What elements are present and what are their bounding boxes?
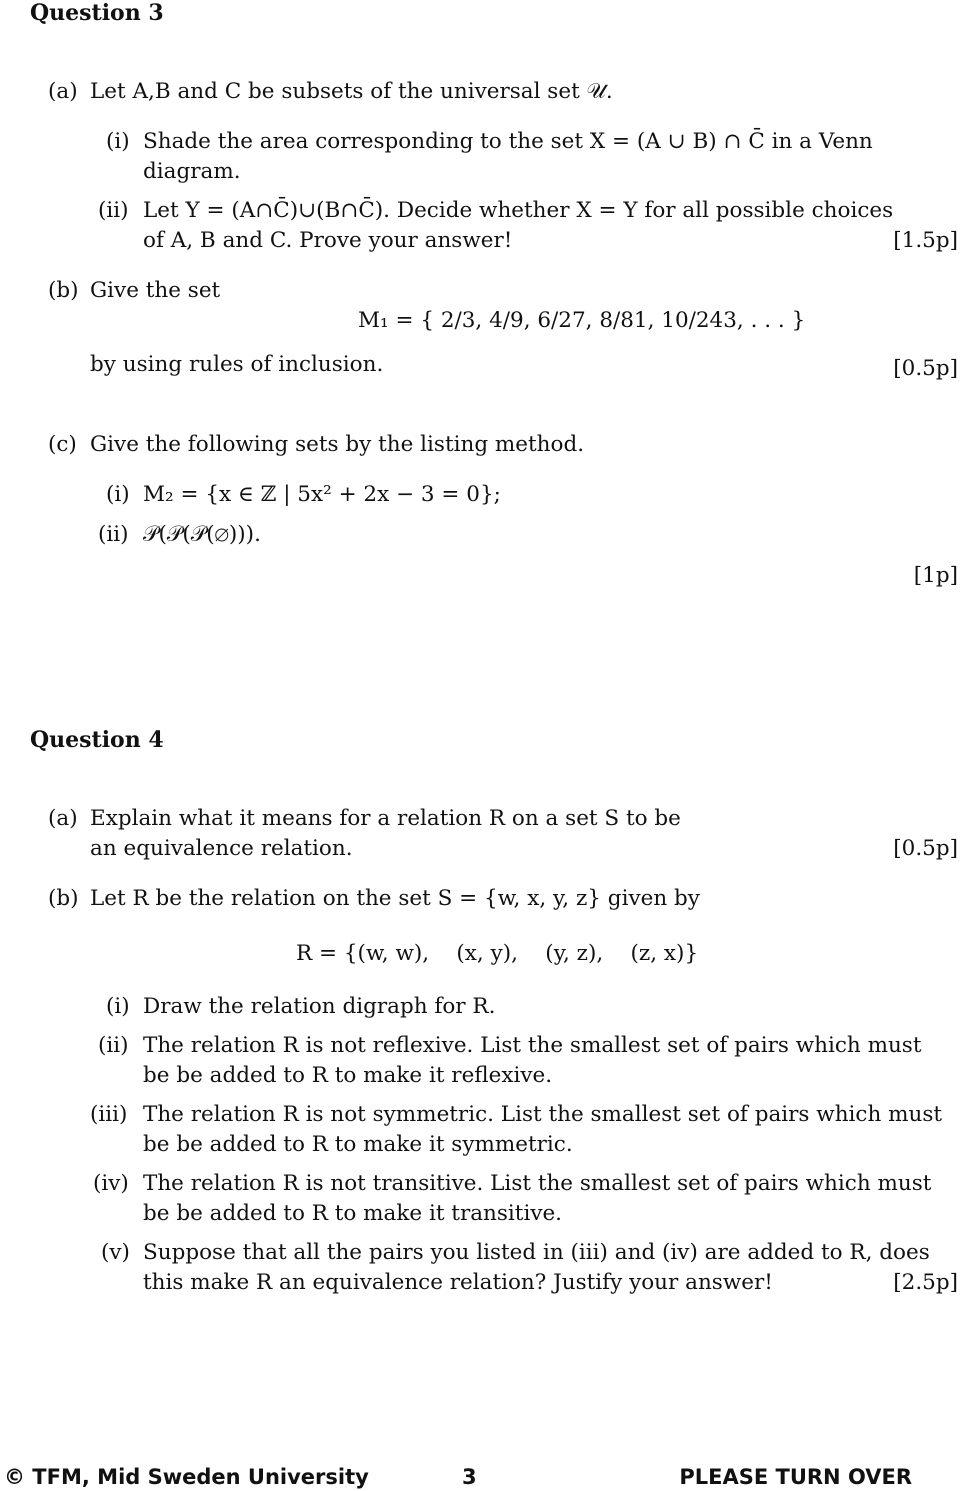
q3-a-i-line1: Shade the area corresponding to the set X = (A ∪ B) ∩ C̄ in a Venn [143,129,873,154]
q3-c-i-label: (i) [106,482,130,507]
q4-item-line2: this make R an equivalence relation? Justify your answer! [143,1270,773,1295]
q3-c-label: (c) [48,432,77,457]
q4-a-line1: Explain what it means for a relation R on a set S to be [90,806,681,831]
q3-a-ii-label: (ii) [98,198,129,223]
q3-c-points: [1p] [913,563,958,588]
q4-b-label: (b) [48,886,79,911]
footer-page-number: 3 [462,1465,477,1489]
q4-item-line1: The relation R is not symmetric. List the smallest set of pairs which must [143,1102,943,1127]
question-4-title: Question 4 [30,727,164,753]
q4-item-line1: Draw the relation digraph for R. [143,994,496,1019]
q4-item-label: (iv) [93,1171,129,1196]
q4-item-label: (v) [101,1240,130,1265]
q4-item-label: (i) [106,994,130,1019]
q4-item-line2: be be added to R to make it symmetric. [143,1132,573,1157]
q3-a-text: Let A,B and C be subsets of the universal set 𝒰. [90,79,613,104]
q3-a-ii-line2: of A, B and C. Prove your answer! [143,228,513,253]
q3-a-ii-line1: Let Y = (A∩C̄)∪(B∩C̄). Decide whether X = Y for all possible choices [143,198,894,223]
question-3-title: Question 3 [30,0,164,26]
q4-item-line1: The relation R is not reflexive. List the smallest set of pairs which must [143,1033,922,1058]
q3-c-i-text: M₂ = {x ∈ ℤ | 5x² + 2x − 3 = 0}; [143,482,501,507]
q3-c-text: Give the following sets by the listing method. [90,432,585,457]
q3-b-text: Give the set [90,278,221,303]
q3-a-i-line2: diagram. [143,159,241,184]
q4-b-relation: R = {(w, w), (x, y), (y, z), (z, x)} [296,941,699,966]
q3-b-set: M₁ = { 2/3, 4/9, 6/27, 8/81, 10/243, . . . } [358,308,806,333]
q3-a-i-label: (i) [106,129,130,154]
q3-c-ii-text: 𝒫(𝒫(𝒫(∅))). [143,522,261,547]
footer-turn-over: PLEASE TURN OVER [679,1465,912,1489]
q4-item-line1: Suppose that all the pairs you listed in (iii) and (iv) are added to R, does [143,1240,930,1265]
q4-b-points: [2.5p] [893,1270,958,1295]
q3-c-ii-label: (ii) [98,522,129,547]
q3-a-points: [1.5p] [893,228,958,253]
q4-item-line1: The relation R is not transitive. List the smallest set of pairs which must [143,1171,932,1196]
q3-b-text2: by using rules of inclusion. [90,352,384,377]
q4-item-line2: be be added to R to make it transitive. [143,1201,563,1226]
q3-b-points: [0.5p] [893,356,958,381]
q4-a-line2: an equivalence relation. [90,836,353,861]
q3-a-label: (a) [48,79,78,104]
q4-item-label: (ii) [98,1033,129,1058]
footer-copyright: © TFM, Mid Sweden University [4,1465,369,1489]
q4-item-label: (iii) [90,1102,128,1127]
q4-b-text: Let R be the relation on the set S = {w, x, y, z} given by [90,886,700,911]
q4-a-label: (a) [48,806,78,831]
q3-b-label: (b) [48,278,79,303]
q4-item-line2: be be added to R to make it reflexive. [143,1063,553,1088]
q4-a-points: [0.5p] [893,836,958,861]
